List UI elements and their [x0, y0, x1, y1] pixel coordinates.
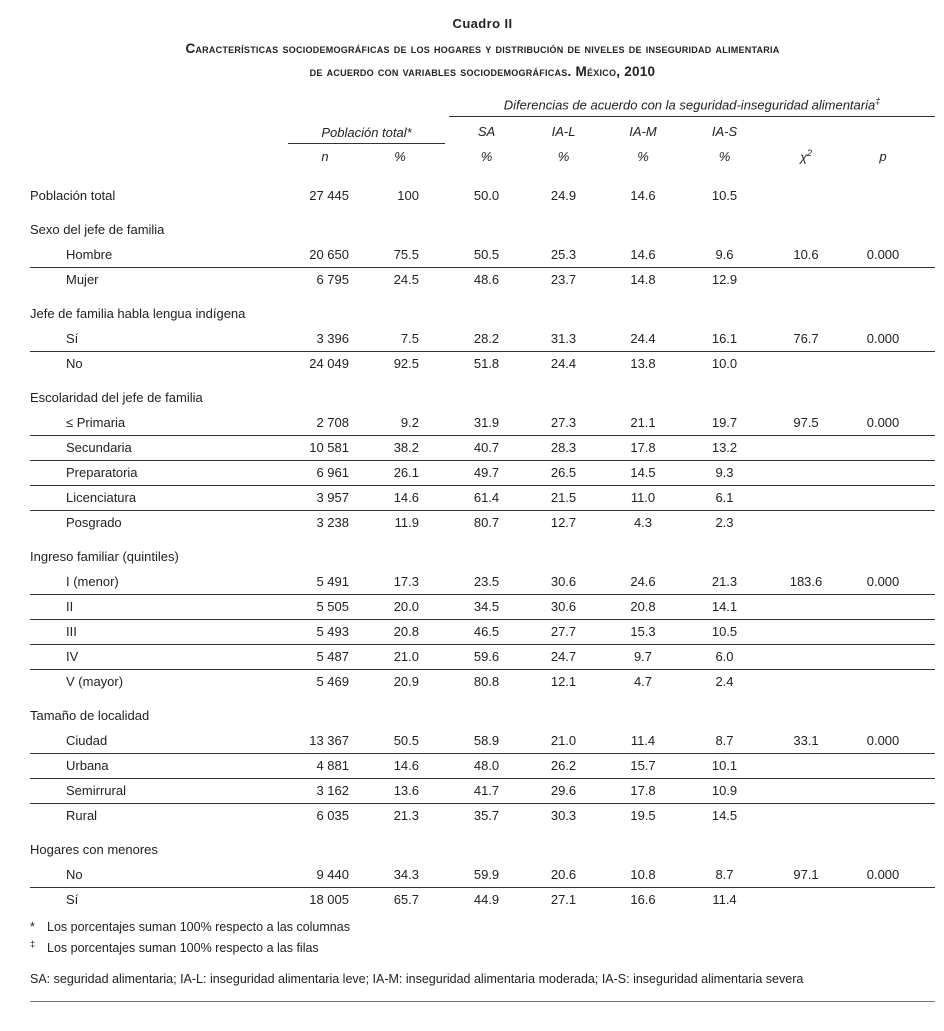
pct-value: 50.5	[354, 728, 424, 753]
table-row	[30, 170, 935, 208]
section-row	[30, 535, 935, 569]
pct-value: 75.5	[354, 242, 424, 267]
pct-value: 34.3	[354, 862, 424, 887]
pct-value: 100	[397, 188, 419, 203]
row-label: V (mayor)	[66, 674, 124, 689]
chi2-value: 97.5	[766, 410, 846, 435]
footnotes	[30, 918, 935, 957]
chi2-value	[766, 594, 846, 619]
ia-m-value: 4.7	[633, 674, 653, 689]
p-value	[846, 460, 935, 485]
chi2-value	[766, 669, 846, 694]
n-value: 5 487	[280, 644, 354, 669]
row-label: Licenciatura	[30, 485, 280, 510]
header-spacer	[30, 117, 280, 144]
ia-l-value: 31.3	[524, 326, 603, 351]
ia-s-value: 2.3	[715, 515, 734, 530]
row-label: Sí	[30, 326, 280, 351]
section-row	[30, 376, 935, 410]
chi2-value	[766, 267, 846, 292]
p-value	[846, 170, 935, 208]
n-value: 13 367	[280, 728, 354, 753]
col-header-p: p	[879, 149, 887, 164]
table-title-line1: Características sociodemográficas de los hogares y distribución de niveles de inseguridad alimentaria	[185, 41, 780, 56]
ia-l-value: 27.7	[524, 619, 603, 644]
row-label: I (menor)	[30, 569, 280, 594]
col-header-chi2	[766, 144, 846, 170]
table-row	[30, 510, 935, 535]
section-label: Escolaridad del jefe de familia	[30, 390, 203, 405]
ia-l-value: 21.0	[524, 728, 603, 753]
poblacion-total-header	[288, 125, 445, 144]
ia-l-value: 29.6	[524, 778, 603, 803]
table-row	[30, 267, 935, 292]
header-sub-row	[30, 144, 935, 170]
sa-value: 51.8	[473, 356, 500, 371]
asterisk-marker: *	[406, 125, 412, 140]
sa-value: 50.5	[424, 242, 524, 267]
pct-value: 65.7	[393, 892, 419, 907]
sa-value: 80.8	[473, 674, 500, 689]
sa-value: 48.6	[473, 272, 500, 287]
pct-value: 24.5	[393, 272, 419, 287]
p-value	[846, 778, 935, 803]
poblacion-total-header-cell	[280, 117, 424, 144]
row-label: Población total	[30, 188, 116, 203]
ia-s-value: 6.1	[683, 485, 766, 510]
table-row	[30, 460, 935, 485]
ia-s-value: 19.7	[683, 410, 766, 435]
ia-m-value: 24.4	[603, 326, 683, 351]
ia-l-value: 30.6	[524, 569, 603, 594]
section-row	[30, 828, 935, 862]
ia-m-value: 9.7	[603, 644, 683, 669]
p-value: 0.000	[846, 410, 935, 435]
n-value: 2 708	[280, 410, 354, 435]
chi2-value	[766, 435, 846, 460]
p-value: 0.000	[846, 862, 935, 887]
p-value	[846, 594, 935, 619]
ia-l-value: 24.7	[524, 644, 603, 669]
sa-value: 59.6	[424, 644, 524, 669]
n-value: 3 238	[316, 515, 349, 530]
pct-value: 20.9	[393, 674, 419, 689]
ia-l-value: 28.3	[524, 435, 603, 460]
table-row	[30, 594, 935, 619]
table-row	[30, 326, 935, 351]
sa-value: 58.9	[424, 728, 524, 753]
n-value: 5 491	[280, 569, 354, 594]
row-label: Hombre	[30, 242, 280, 267]
row-label: Urbana	[30, 753, 280, 778]
ia-m-value: 15.7	[603, 753, 683, 778]
pct-value: 26.1	[354, 460, 424, 485]
chi-exponent: 2	[807, 147, 813, 158]
n-value: 4 881	[280, 753, 354, 778]
footnote-text: Los porcentajes suman 100% respecto a las filas	[47, 941, 319, 956]
sa-value: 61.4	[424, 485, 524, 510]
ia-s-value: 14.1	[683, 594, 766, 619]
table-body	[30, 170, 935, 912]
n-value: 27 445	[309, 188, 349, 203]
ia-l-value: 12.1	[550, 674, 577, 689]
ia-m-value: 14.6	[630, 188, 656, 203]
section-row	[30, 292, 935, 326]
data-table	[30, 87, 935, 912]
chi2-value	[766, 887, 846, 912]
ia-s-value: 10.0	[711, 356, 738, 371]
ia-l-value: 26.5	[524, 460, 603, 485]
section-label: Sexo del jefe de familia	[30, 222, 165, 237]
ia-s-value: 21.3	[683, 569, 766, 594]
p-value: 0.000	[846, 728, 935, 753]
pct-value: 92.5	[393, 356, 419, 371]
header-spacer	[846, 117, 935, 144]
table-row	[30, 410, 935, 435]
table-title-line2: de acuerdo con variables sociodemográficas. México, 2010	[309, 64, 656, 79]
ia-m-value: 15.3	[603, 619, 683, 644]
chi2-value	[766, 778, 846, 803]
ia-m-value: 10.8	[603, 862, 683, 887]
ia-m-value: 21.1	[603, 410, 683, 435]
n-value: 18 005	[309, 892, 349, 907]
section-label: Ingreso familiar (quintiles)	[30, 549, 179, 564]
section-label: Jefe de familia habla lengua indígena	[30, 306, 246, 321]
table-row	[30, 753, 935, 778]
sa-value: 31.9	[424, 410, 524, 435]
row-label: No	[66, 356, 83, 371]
header-spacer	[30, 144, 280, 170]
pct-value: 17.3	[354, 569, 424, 594]
sa-value: 28.2	[424, 326, 524, 351]
sa-value: 44.9	[473, 892, 500, 907]
row-label: IV	[30, 644, 280, 669]
p-value	[846, 485, 935, 510]
sa-value: 41.7	[424, 778, 524, 803]
diferencias-header	[449, 96, 935, 117]
ia-s-value: 13.2	[683, 435, 766, 460]
sa-value: 59.9	[424, 862, 524, 887]
ia-l-value: 12.7	[550, 515, 577, 530]
col-header-iam: IA-M	[629, 124, 657, 139]
header-spacer	[30, 87, 424, 117]
chi2-value: 76.7	[766, 326, 846, 351]
ia-s-value: 8.7	[683, 862, 766, 887]
n-value: 6 035	[316, 808, 349, 823]
chi2-value	[766, 619, 846, 644]
row-label: Mujer	[66, 272, 99, 287]
n-value: 3 396	[280, 326, 354, 351]
ia-m-value: 19.5	[630, 808, 656, 823]
n-value: 3 162	[280, 778, 354, 803]
ia-m-value: 4.3	[633, 515, 653, 530]
col-header-pct: %	[394, 149, 406, 164]
table-row	[30, 778, 935, 803]
pct-value: 7.5	[354, 326, 424, 351]
col-header-ial: IA-L	[551, 124, 576, 139]
col-header-ial-pct: %	[557, 149, 570, 164]
chi2-value: 10.6	[766, 242, 846, 267]
chi2-value	[766, 460, 846, 485]
sa-value: 49.7	[424, 460, 524, 485]
p-value: 0.000	[846, 326, 935, 351]
table-row	[30, 803, 935, 828]
ia-m-value: 17.8	[603, 778, 683, 803]
ia-m-value: 13.8	[630, 356, 656, 371]
n-value: 9 440	[280, 862, 354, 887]
chi2-value	[766, 510, 846, 535]
ia-s-value: 14.5	[711, 808, 738, 823]
pct-value: 38.2	[354, 435, 424, 460]
chi2-value: 183.6	[766, 569, 846, 594]
row-label: Sí	[66, 892, 79, 907]
table-row	[30, 644, 935, 669]
ia-m-value: 11.4	[603, 728, 683, 753]
ia-m-value: 16.6	[630, 892, 656, 907]
ia-s-value: 16.1	[683, 326, 766, 351]
chi2-value	[766, 753, 846, 778]
section-row	[30, 694, 935, 728]
header-group-row	[30, 117, 935, 144]
p-value	[846, 619, 935, 644]
n-value: 24 049	[309, 356, 349, 371]
row-label: Ciudad	[30, 728, 280, 753]
ia-l-value: 25.3	[524, 242, 603, 267]
table-header	[30, 87, 935, 170]
row-label: III	[30, 619, 280, 644]
section-label: Tamaño de localidad	[30, 708, 150, 723]
chi-symbol: χ	[799, 149, 808, 164]
table-row	[30, 485, 935, 510]
chi2-value	[766, 170, 846, 208]
pct-value: 14.6	[354, 753, 424, 778]
p-value	[846, 803, 935, 828]
sa-value: 48.0	[424, 753, 524, 778]
col-header-ias: IA-S	[711, 124, 738, 139]
ia-m-value: 20.8	[603, 594, 683, 619]
title-block	[30, 12, 935, 83]
ia-m-value: 24.6	[603, 569, 683, 594]
n-value: 6 961	[280, 460, 354, 485]
table-row	[30, 435, 935, 460]
ia-s-value: 10.5	[683, 619, 766, 644]
table-number-label: Cuadro II	[452, 16, 513, 31]
col-header-iam-pct: %	[637, 149, 649, 164]
p-value	[846, 510, 935, 535]
col-header-sa-pct: %	[480, 149, 493, 164]
double-dagger-marker: ‡	[30, 939, 36, 950]
pct-value: 13.6	[354, 778, 424, 803]
table-row	[30, 569, 935, 594]
n-value: 20 650	[280, 242, 354, 267]
footnote-rows	[30, 936, 935, 957]
header-spacer	[766, 117, 846, 144]
sa-value: 40.7	[424, 435, 524, 460]
p-value: 0.000	[846, 242, 935, 267]
footnote-columns	[30, 918, 935, 936]
chi2-value: 97.1	[766, 862, 846, 887]
ia-s-value: 2.4	[715, 674, 734, 689]
sa-value: 80.7	[473, 515, 500, 530]
n-value: 5 493	[280, 619, 354, 644]
chi2-value	[766, 351, 846, 376]
ia-l-value: 27.1	[550, 892, 577, 907]
pct-value: 11.9	[394, 515, 419, 530]
ia-m-value: 14.5	[603, 460, 683, 485]
table-row	[30, 619, 935, 644]
ia-s-value: 10.9	[683, 778, 766, 803]
row-label: Secundaria	[30, 435, 280, 460]
pct-value: 21.0	[354, 644, 424, 669]
section-row	[30, 208, 935, 242]
footnote-text: Los porcentajes suman 100% respecto a las columnas	[47, 920, 350, 934]
ia-s-value: 12.9	[711, 272, 738, 287]
ia-s-value: 9.6	[683, 242, 766, 267]
table-row	[30, 669, 935, 694]
header-span-row	[30, 87, 935, 117]
diferencias-header-cell	[424, 87, 935, 117]
table-row	[30, 887, 935, 912]
row-label: ≤ Primaria	[30, 410, 280, 435]
n-value: 3 957	[280, 485, 354, 510]
ia-s-value: 10.5	[711, 188, 738, 203]
ia-s-value: 11.4	[712, 892, 737, 907]
n-value: 5 469	[316, 674, 349, 689]
ia-m-value: 11.0	[603, 485, 683, 510]
bottom-rule	[30, 1001, 935, 1002]
row-label: Rural	[66, 808, 98, 823]
pct-value: 20.0	[354, 594, 424, 619]
row-label: Posgrado	[66, 515, 122, 530]
ia-l-value: 24.9	[550, 188, 577, 203]
p-value	[846, 435, 935, 460]
p-value	[846, 669, 935, 694]
ia-l-value: 27.3	[524, 410, 603, 435]
ia-s-value: 10.1	[683, 753, 766, 778]
sa-value: 23.5	[424, 569, 524, 594]
pct-value: 14.6	[354, 485, 424, 510]
row-label: II	[30, 594, 280, 619]
ia-l-value: 23.7	[550, 272, 577, 287]
double-dagger-marker: ‡	[875, 95, 881, 106]
chi2-value	[766, 803, 846, 828]
sa-value: 34.5	[424, 594, 524, 619]
ia-m-value: 14.8	[630, 272, 656, 287]
sa-value: 35.7	[473, 808, 500, 823]
pct-value: 20.8	[354, 619, 424, 644]
p-value	[846, 267, 935, 292]
ia-s-value: 8.7	[683, 728, 766, 753]
n-value: 6 795	[316, 272, 349, 287]
sa-value: 46.5	[424, 619, 524, 644]
ia-s-value: 6.0	[683, 644, 766, 669]
ia-l-value: 30.3	[550, 808, 577, 823]
n-value: 5 505	[280, 594, 354, 619]
row-label: No	[30, 862, 280, 887]
table-row	[30, 351, 935, 376]
poblacion-total-label: Población total	[321, 125, 407, 140]
row-label: Preparatoria	[30, 460, 280, 485]
col-header-n: n	[321, 149, 329, 164]
ia-l-value: 30.6	[524, 594, 603, 619]
p-value	[846, 644, 935, 669]
sa-value: 50.0	[473, 188, 500, 203]
diferencias-label: Diferencias de acuerdo con la seguridad-inseguridad alimentaria	[503, 97, 876, 112]
table-row	[30, 728, 935, 753]
col-header-sa: SA	[477, 124, 496, 139]
pct-value: 9.2	[354, 410, 424, 435]
chi2-value	[766, 644, 846, 669]
row-label: Semirrural	[30, 778, 280, 803]
ia-l-value: 24.4	[550, 356, 577, 371]
p-value	[846, 351, 935, 376]
col-header-ias-pct: %	[718, 149, 731, 164]
ia-l-value: 26.2	[524, 753, 603, 778]
chi2-value: 33.1	[766, 728, 846, 753]
pct-value: 21.3	[393, 808, 419, 823]
table-row	[30, 862, 935, 887]
table-row	[30, 242, 935, 267]
chi2-value	[766, 485, 846, 510]
abbreviations-line: SA: seguridad alimentaria; IA-L: inseguridad alimentaria leve; IA-M: inseguridad alimentaria moderada; IA-S: inseguridad alimentaria severa	[30, 972, 804, 987]
n-value: 10 581	[280, 435, 354, 460]
section-label: Hogares con menores	[30, 842, 158, 857]
p-value: 0.000	[846, 569, 935, 594]
p-value	[846, 887, 935, 912]
footnote-marker	[30, 936, 47, 957]
ia-m-value: 14.6	[603, 242, 683, 267]
footnote-marker: *	[30, 920, 35, 934]
ia-l-value: 20.6	[524, 862, 603, 887]
ia-l-value: 21.5	[524, 485, 603, 510]
p-value	[846, 753, 935, 778]
ia-s-value: 9.3	[683, 460, 766, 485]
ia-m-value: 17.8	[603, 435, 683, 460]
